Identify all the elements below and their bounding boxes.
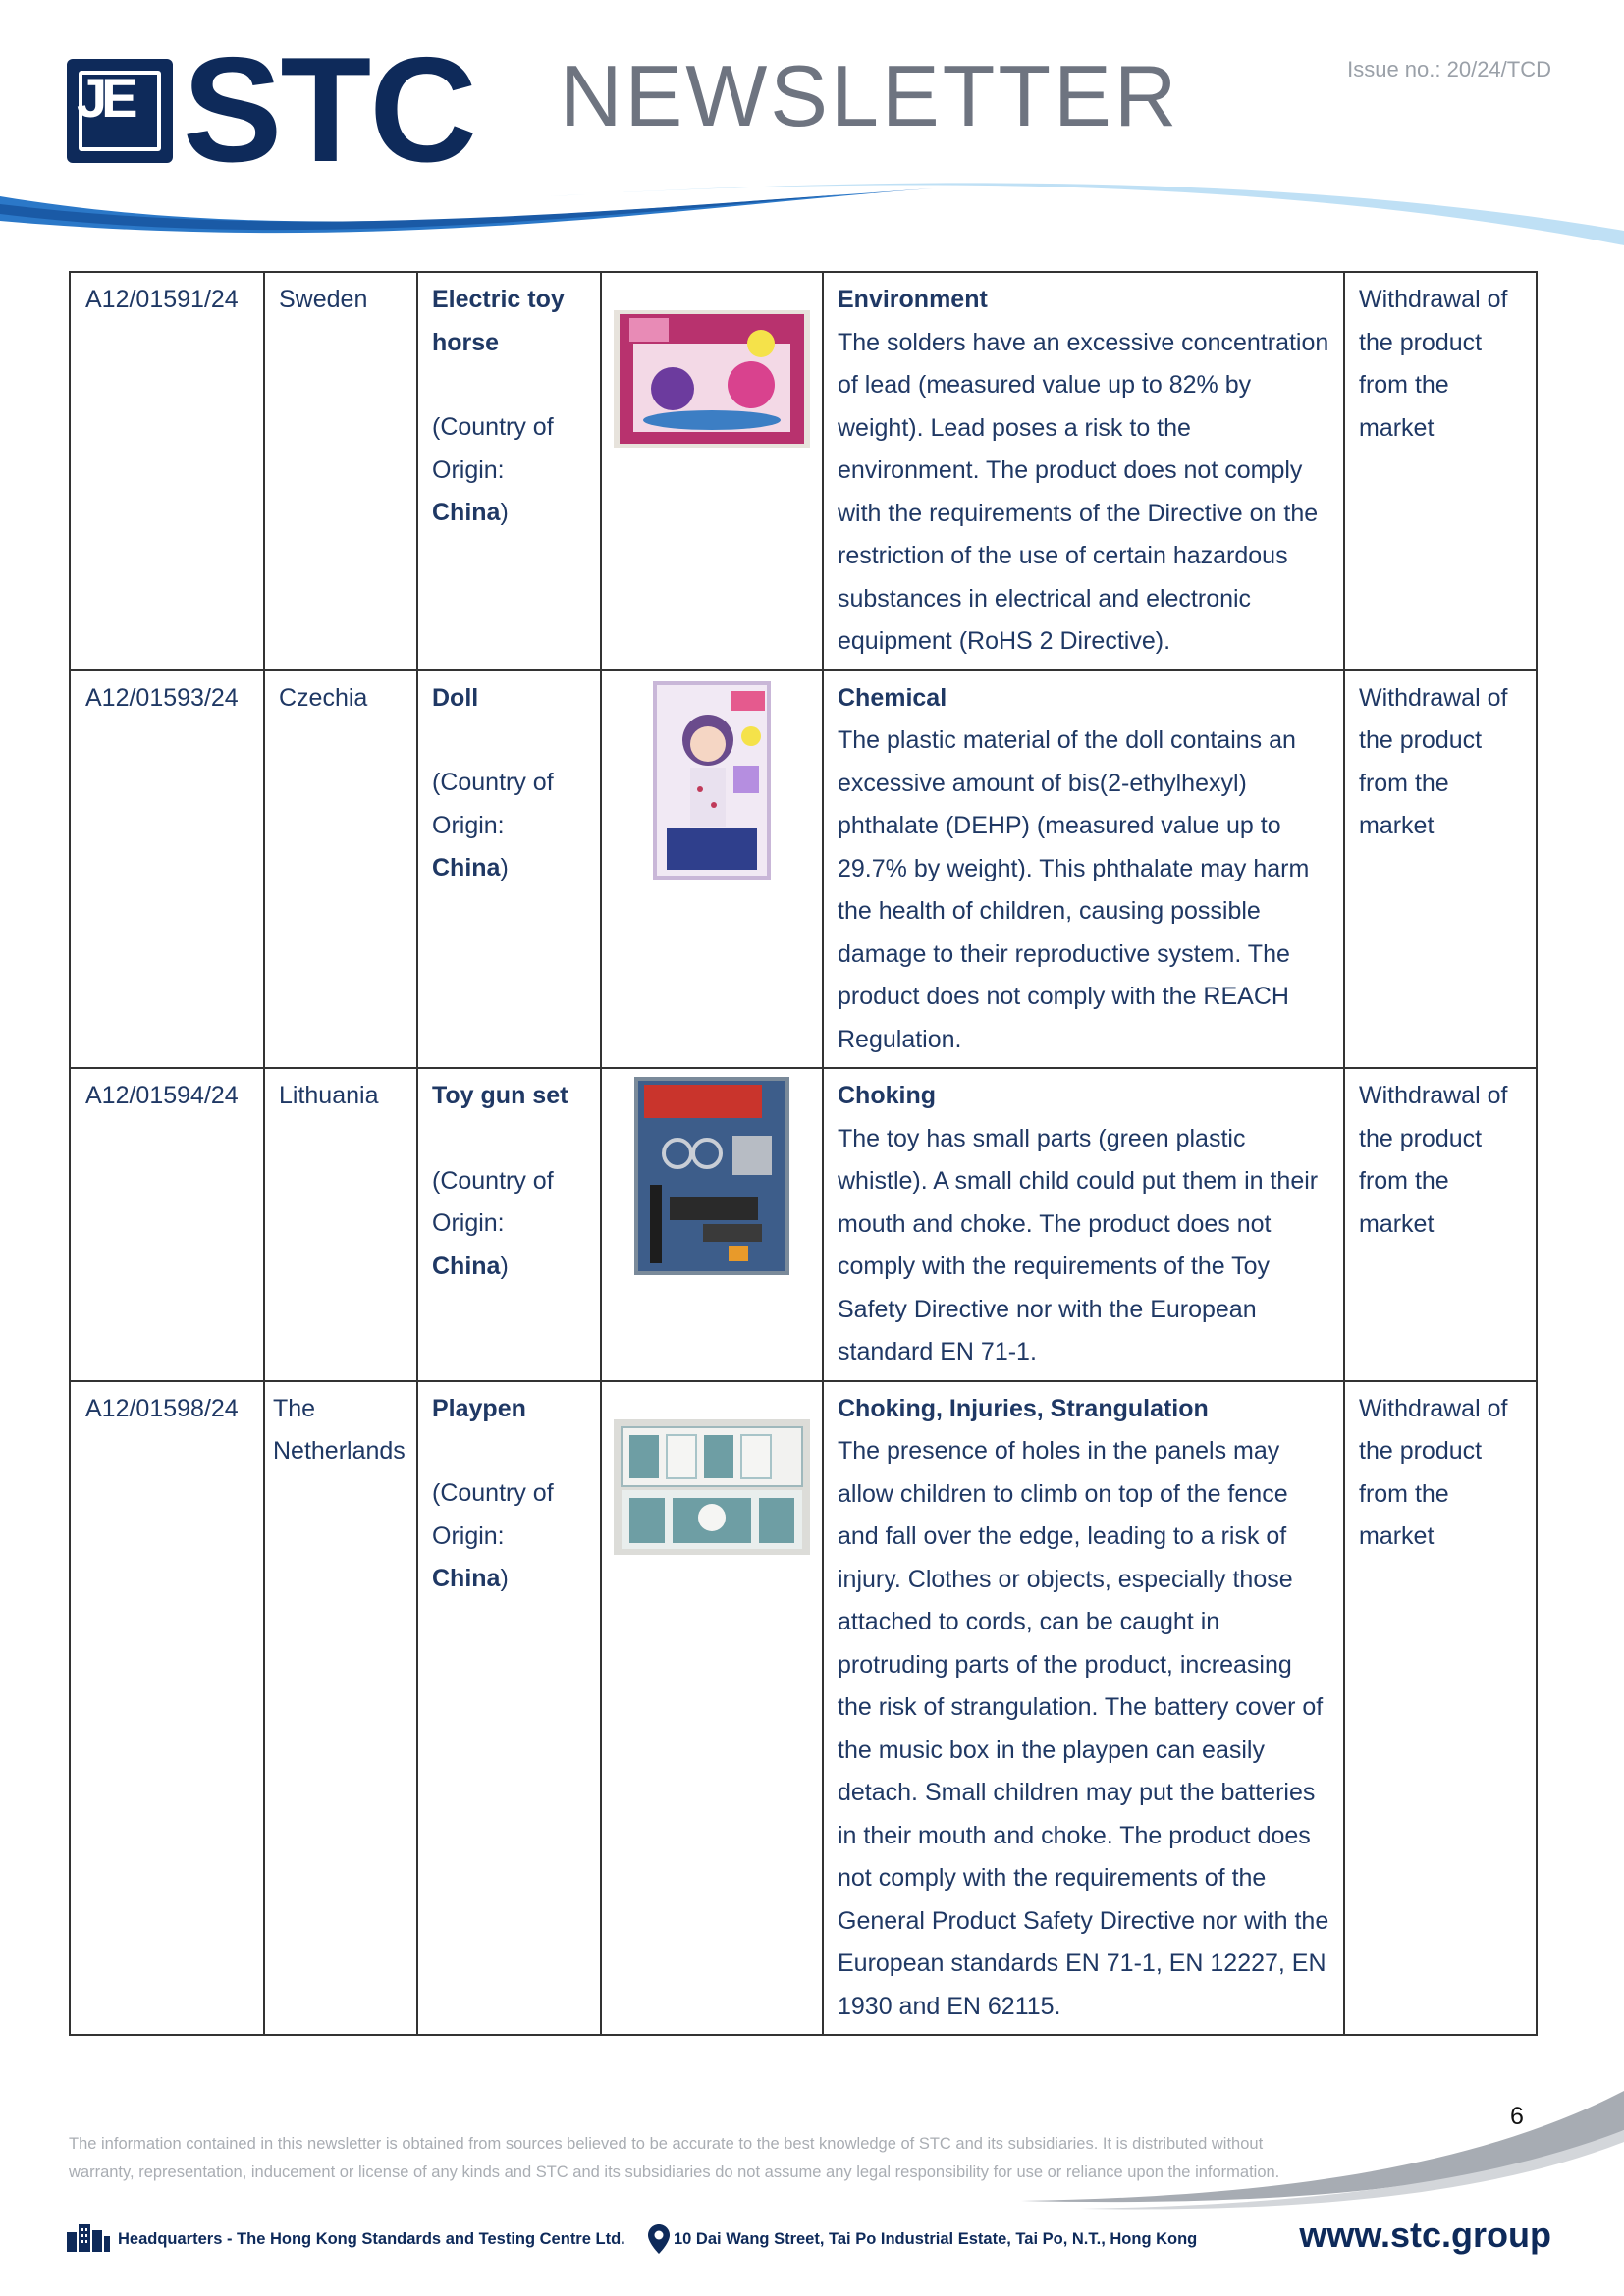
hazard-description: The presence of holes in the panels may allow children to climb on top of the fence and fall over the edge, leading to a risk of injury. Clothes or objects, especially those attached to cords, can be caught in protruding parts of the product, increasing the risk of strangulation. The battery cover of the music box in the playpen can easily detach. Small children may put the batteries in their mouth and choke. The product does not comply with the requirements of the General Product Safety Directive nor with the European standards EN 71-1, EN 12227, EN 1930 and EN 62115. <box>838 1437 1329 2020</box>
notification-number: A12/01598/24 <box>70 1381 264 2036</box>
hazard-type: Chemical <box>838 683 947 712</box>
doll-box-photo <box>653 681 771 880</box>
toy-gun-set-photo <box>634 1077 789 1275</box>
hazard-type: Choking, Injuries, Strangulation <box>838 1394 1209 1422</box>
newsletter-title: NEWSLETTER <box>560 47 1180 144</box>
product-cell <box>417 670 601 1069</box>
table-row <box>70 1068 1537 1381</box>
toy-horse-box-photo <box>614 310 810 448</box>
hazard-description: The toy has small parts (green plastic whistle). A small child could put them in their mouth and choke. The product does not comply with the requirements of the Toy Safety Directive nor with the European standard EN 71-1. <box>838 1124 1319 1365</box>
hazard-description: The solders have an excessive concentration of lead (measured value up to 82% by weight). Lead poses a risk to the environment. The product does not comply with the requirements of the Directive on the restriction of the use of certain hazardous substances in electrical and electronic equipment (RoHS 2 Directive). <box>838 328 1329 655</box>
product-cell <box>417 1381 601 2036</box>
measure-taken: Withdrawal of the product from the market <box>1344 1068 1537 1381</box>
product-name: Doll <box>432 683 479 712</box>
table-row <box>70 1381 1537 2036</box>
page-number: 6 <box>1510 2103 1524 2130</box>
hazard-cell <box>823 1381 1344 2036</box>
country: Sweden <box>264 272 417 670</box>
headquarters-address: 10 Dai Wang Street, Tai Po Industrial Estate, Tai Po, N.T., Hong Kong <box>674 2230 1198 2248</box>
table-row <box>70 272 1537 670</box>
product-name: Toy gun set <box>432 1082 568 1109</box>
product-cell <box>417 1068 601 1381</box>
product-name: Electric toy horse <box>432 286 565 356</box>
product-image-cell <box>601 1381 823 2036</box>
product-name: Playpen <box>432 1394 526 1422</box>
country-of-origin: (Country of Origin: China) <box>432 413 554 526</box>
hazard-type: Environment <box>838 286 988 313</box>
website-link[interactable]: www.stc.group <box>1299 2215 1551 2255</box>
product-image-cell <box>601 1068 823 1381</box>
issue-number: Issue no.: 20/24/TCD <box>1347 57 1551 81</box>
notification-number: A12/01591/24 <box>70 272 264 670</box>
building-icon <box>65 2220 110 2252</box>
product-image-cell <box>601 272 823 670</box>
logo-mark <box>67 59 173 163</box>
recall-table <box>69 271 1538 2036</box>
map-pin-icon <box>648 2224 670 2254</box>
measure-taken: Withdrawal of the product from the market <box>1344 670 1537 1069</box>
country-of-origin: (Country of Origin: China) <box>432 769 554 881</box>
hazard-description: The plastic material of the doll contains an excessive amount of bis(2-ethylhexyl) phthalate (DEHP) (measured value up to 29.7% by weight). This phthalate may harm the health of children, causing possible damage to their reproductive system. The product does not comply with the REACH Regulation. <box>838 726 1310 1053</box>
header-swoosh-decoration <box>0 177 1624 265</box>
logo-mark-glyph: JE <box>77 67 133 129</box>
hazard-cell <box>823 1068 1344 1381</box>
hazard-type: Choking <box>838 1082 936 1109</box>
country: Lithuania <box>264 1068 417 1381</box>
headquarters-name: Headquarters - The Hong Kong Standards and Testing Centre Ltd. <box>118 2230 625 2248</box>
playpen-photo <box>614 1419 810 1555</box>
hazard-cell <box>823 272 1344 670</box>
country-of-origin: (Country of Origin: China) <box>432 1166 554 1280</box>
disclaimer: The information contained in this newsletter is obtained from sources believed to be accurate to the best knowledge of STC and its subsidiaries. It is distributed without warranty, representation, inducement or license of any kinds and STC and its subsidiaries do not assume any legal responsibility for use or reliance upon the information. <box>69 2135 1280 2181</box>
measure-taken: Withdrawal of the product from the market <box>1344 272 1537 670</box>
notification-number: A12/01593/24 <box>70 670 264 1069</box>
country-of-origin: (Country of Origin: China) <box>432 1479 554 1592</box>
logo-wordmark: STC <box>183 27 475 193</box>
measure-taken: Withdrawal of the product from the market <box>1344 1381 1537 2036</box>
product-image-cell <box>601 670 823 1069</box>
notification-number: A12/01594/24 <box>70 1068 264 1381</box>
table-row <box>70 670 1537 1069</box>
hazard-cell <box>823 670 1344 1069</box>
country: Czechia <box>264 670 417 1069</box>
country: The Netherlands <box>264 1381 417 2036</box>
product-cell <box>417 272 601 670</box>
stc-logo <box>67 27 475 193</box>
